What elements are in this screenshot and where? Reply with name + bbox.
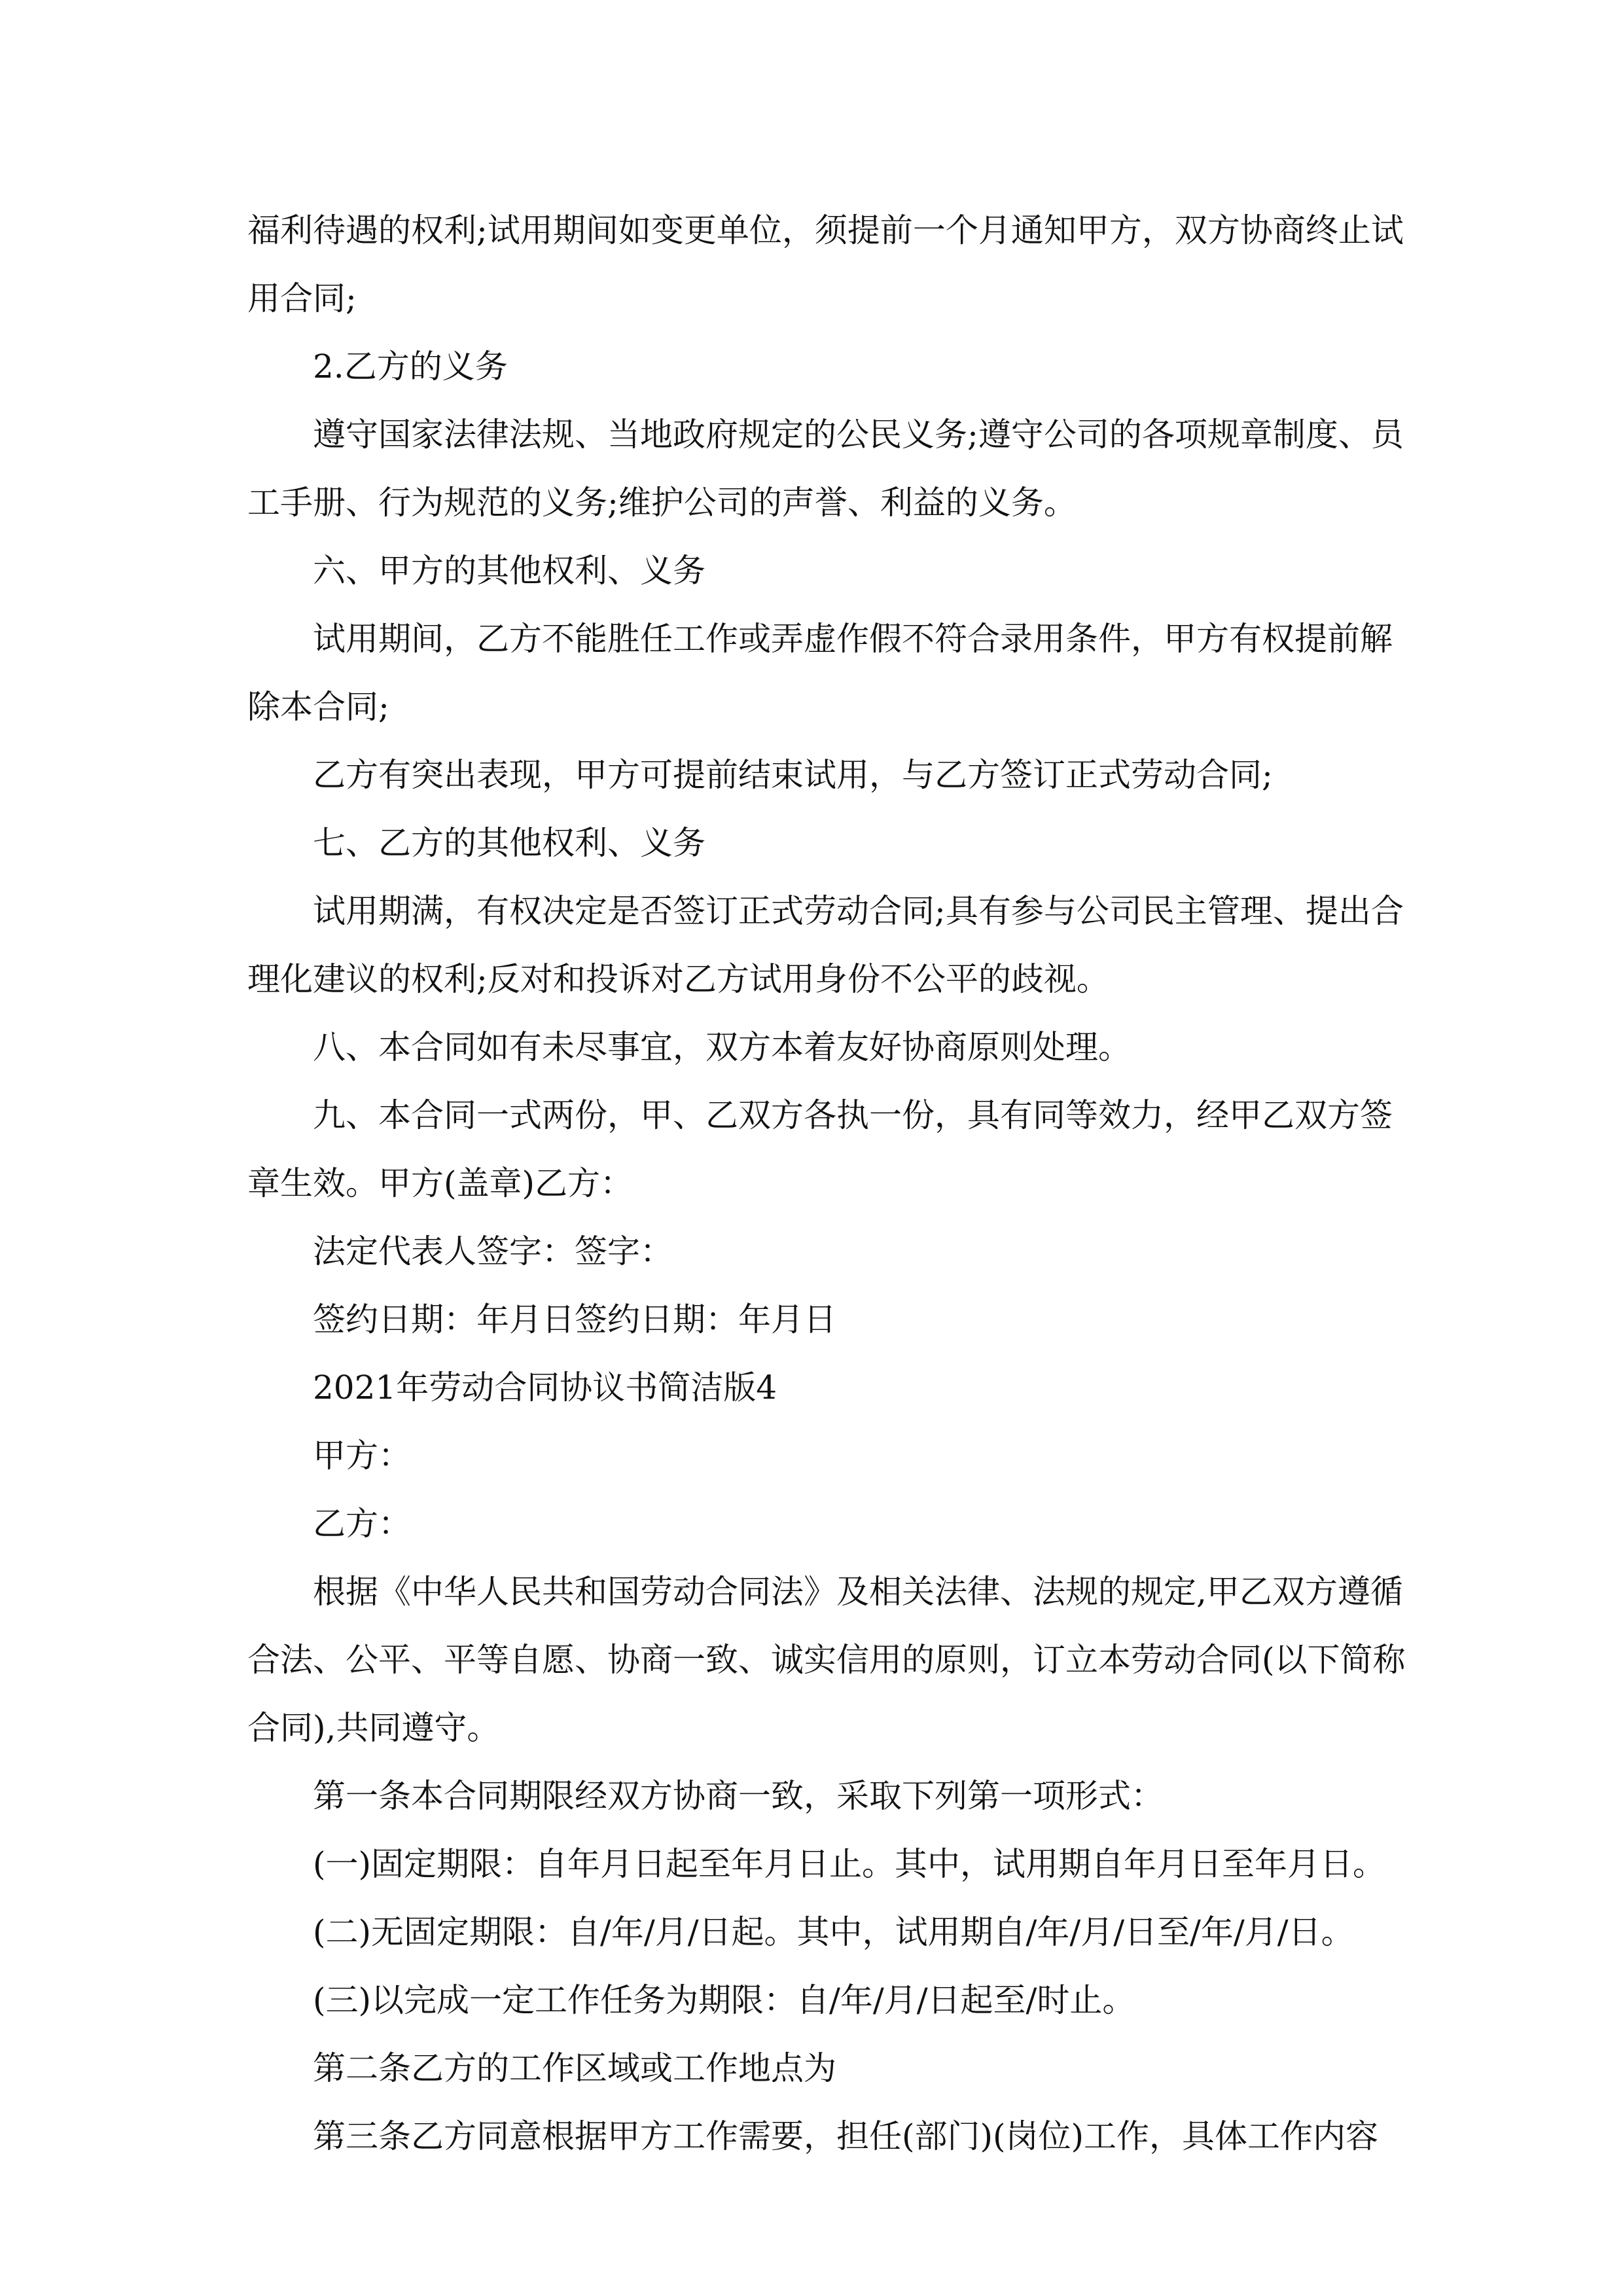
paragraph-2: 2.乙方的义务 bbox=[313, 348, 508, 386]
article-1-item-3: (三)以完成一定工作任务为期限：自/年/月/日起至/时止。 bbox=[313, 1981, 1135, 2019]
section-heading-7: 七、乙方的其他权利、义务 bbox=[313, 824, 705, 862]
paragraph-5: 试用期间，乙方不能胜任工作或弄虚作假不符合录用条件，甲方有权提前解除本合同; bbox=[247, 620, 1393, 726]
paragraph-8: 试用期满，有权决定是否签订正式劳动合同;具有参与公司民主管理、提出合理化建议的权利;反对和投诉对乙方试用身份不公平的歧视。 bbox=[247, 892, 1404, 998]
article-3: 第三条乙方同意根据甲方工作需要，担任(部门)(岗位)工作，具体工作内容 bbox=[313, 2117, 1379, 2155]
article-1-item-2: (二)无固定期限：自/年/月/日起。其中，试用期自/年/月/日至/年/月/日。 bbox=[313, 1913, 1354, 1951]
party-b-line: 乙方： bbox=[313, 1505, 411, 1543]
paragraph-1: 福利待遇的权利;试用期间如变更单位，须提前一个月通知甲方，双方协商终止试用合同; bbox=[247, 211, 1404, 317]
document-body bbox=[247, 196, 1406, 2170]
party-a-line: 甲方： bbox=[313, 1437, 411, 1475]
section-heading-6: 六、甲方的其他权利、义务 bbox=[313, 552, 705, 590]
contract-title: 2021年劳动合同协议书简洁版4 bbox=[313, 1369, 777, 1407]
paragraph-10: 九、本合同一式两份，甲、乙双方各执一份，具有同等效力，经甲乙双方签章生效。甲方(盖章)乙方： bbox=[247, 1096, 1393, 1202]
paragraph-9: 八、本合同如有未尽事宜，双方本着友好协商原则处理。 bbox=[313, 1028, 1131, 1066]
paragraph-16: 根据《中华人民共和国劳动合同法》及相关法律、法规的规定,甲乙双方遵循合法、公平、平等自愿、协商一致、诚实信用的原则，订立本劳动合同(以下简称合同),共同遵守。 bbox=[247, 1573, 1406, 1747]
paragraph-3: 遵守国家法律法规、当地政府规定的公民义务;遵守公司的各项规章制度、员工手册、行为规范的义务;维护公司的声誉、利益的义务。 bbox=[247, 416, 1404, 522]
signature-line: 法定代表人签字：签字： bbox=[313, 1232, 673, 1270]
article-1-item-1: (一)固定期限：自年月日起至年月日止。其中，试用期自年月日至年月日。 bbox=[313, 1845, 1386, 1883]
article-1: 第一条本合同期限经双方协商一致，采取下列第一项形式： bbox=[313, 1777, 1164, 1815]
article-2: 第二条乙方的工作区域或工作地点为 bbox=[313, 2049, 836, 2087]
date-line: 签约日期：年月日签约日期：年月日 bbox=[313, 1300, 836, 1338]
paragraph-6: 乙方有突出表现，甲方可提前结束试用，与乙方签订正式劳动合同; bbox=[313, 756, 1273, 794]
